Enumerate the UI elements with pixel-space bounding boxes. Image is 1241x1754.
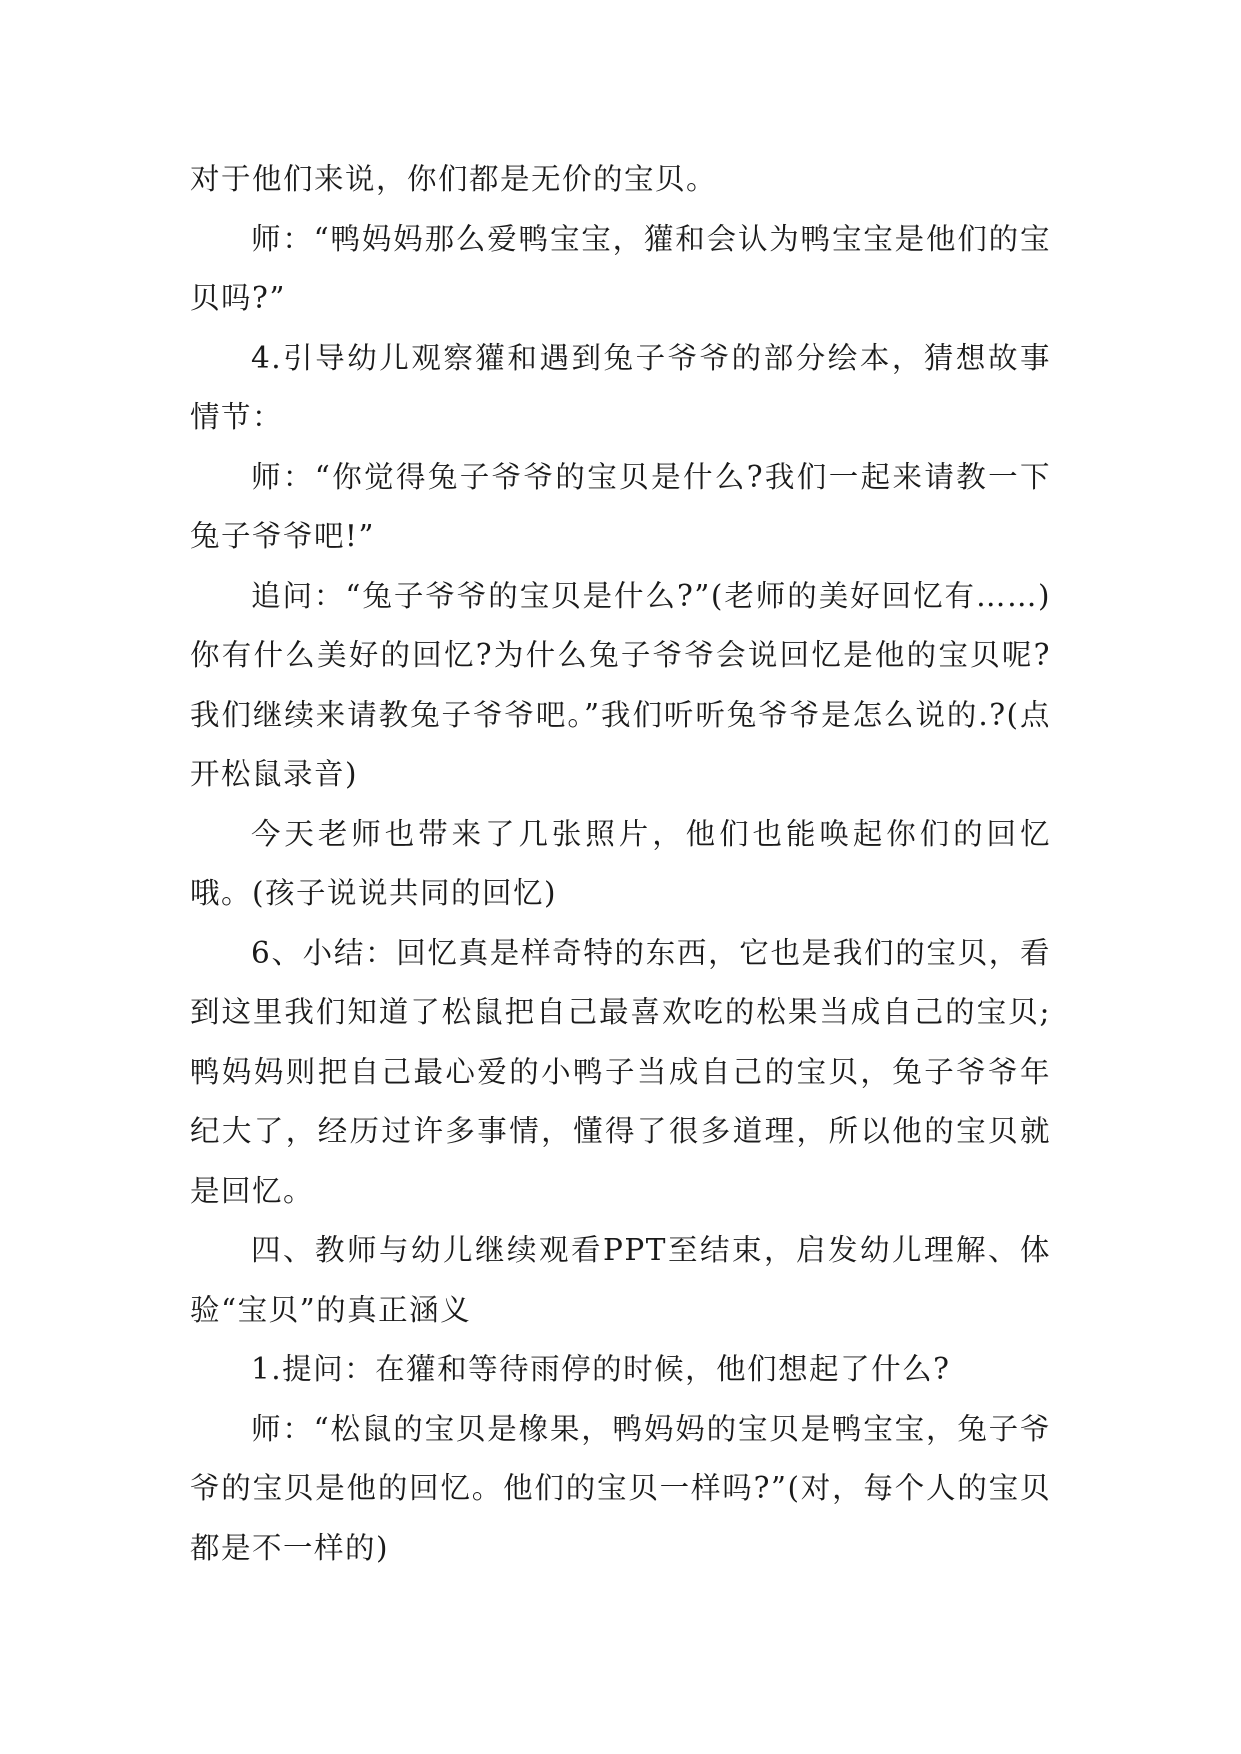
paragraph-5: 追问：“兔子爷爷的宝贝是什么?”(老师的美好回忆有……)你有什么美好的回忆?为什么兔子爷爷会说回忆是他的宝贝呢?我们继续来请教兔子爷爷吧。”我们听听兔爷爷是怎么说的.?(点开松鼠录音)	[190, 578, 1051, 791]
paragraph-2: 师：“鸭妈妈那么爱鸭宝宝，獾和会认为鸭宝宝是他们的宝贝吗?”	[190, 221, 1051, 315]
paragraph-4: 师：“你觉得兔子爷爷的宝贝是什么?我们一起来请教一下兔子爷爷吧!”	[190, 459, 1051, 553]
paragraph-9: 1.提问：在獾和等待雨停的时候，他们想起了什么?	[251, 1352, 951, 1386]
paragraph-1: 对于他们来说，你们都是无价的宝贝。	[190, 162, 718, 196]
paragraph-8: 四、教师与幼儿继续观看PPT至结束，启发幼儿理解、体验“宝贝”的真正涵义	[190, 1233, 1051, 1327]
paragraph-7: 6、小结：回忆真是样奇特的东西，它也是我们的宝贝，看到这里我们知道了松鼠把自己最喜欢吃的松果当成自己的宝贝;鸭妈妈则把自己最心爱的小鸭子当成自己的宝贝，兔子爷爷年纪大了，经历过许多事情，懂得了很多道理，所以他的宝贝就是回忆。	[190, 935, 1051, 1208]
paragraph-10: 师：“松鼠的宝贝是橡果，鸭妈妈的宝贝是鸭宝宝，兔子爷爷的宝贝是他的回忆。他们的宝贝一样吗?”(对，每个人的宝贝都是不一样的)	[190, 1411, 1051, 1565]
paragraph-3: 4.引导幼儿观察獾和遇到兔子爷爷的部分绘本，猜想故事情节：	[190, 340, 1051, 434]
paragraph-6: 今天老师也带来了几张照片，他们也能唤起你们的回忆哦。(孩子说说共同的回忆)	[190, 816, 1051, 910]
